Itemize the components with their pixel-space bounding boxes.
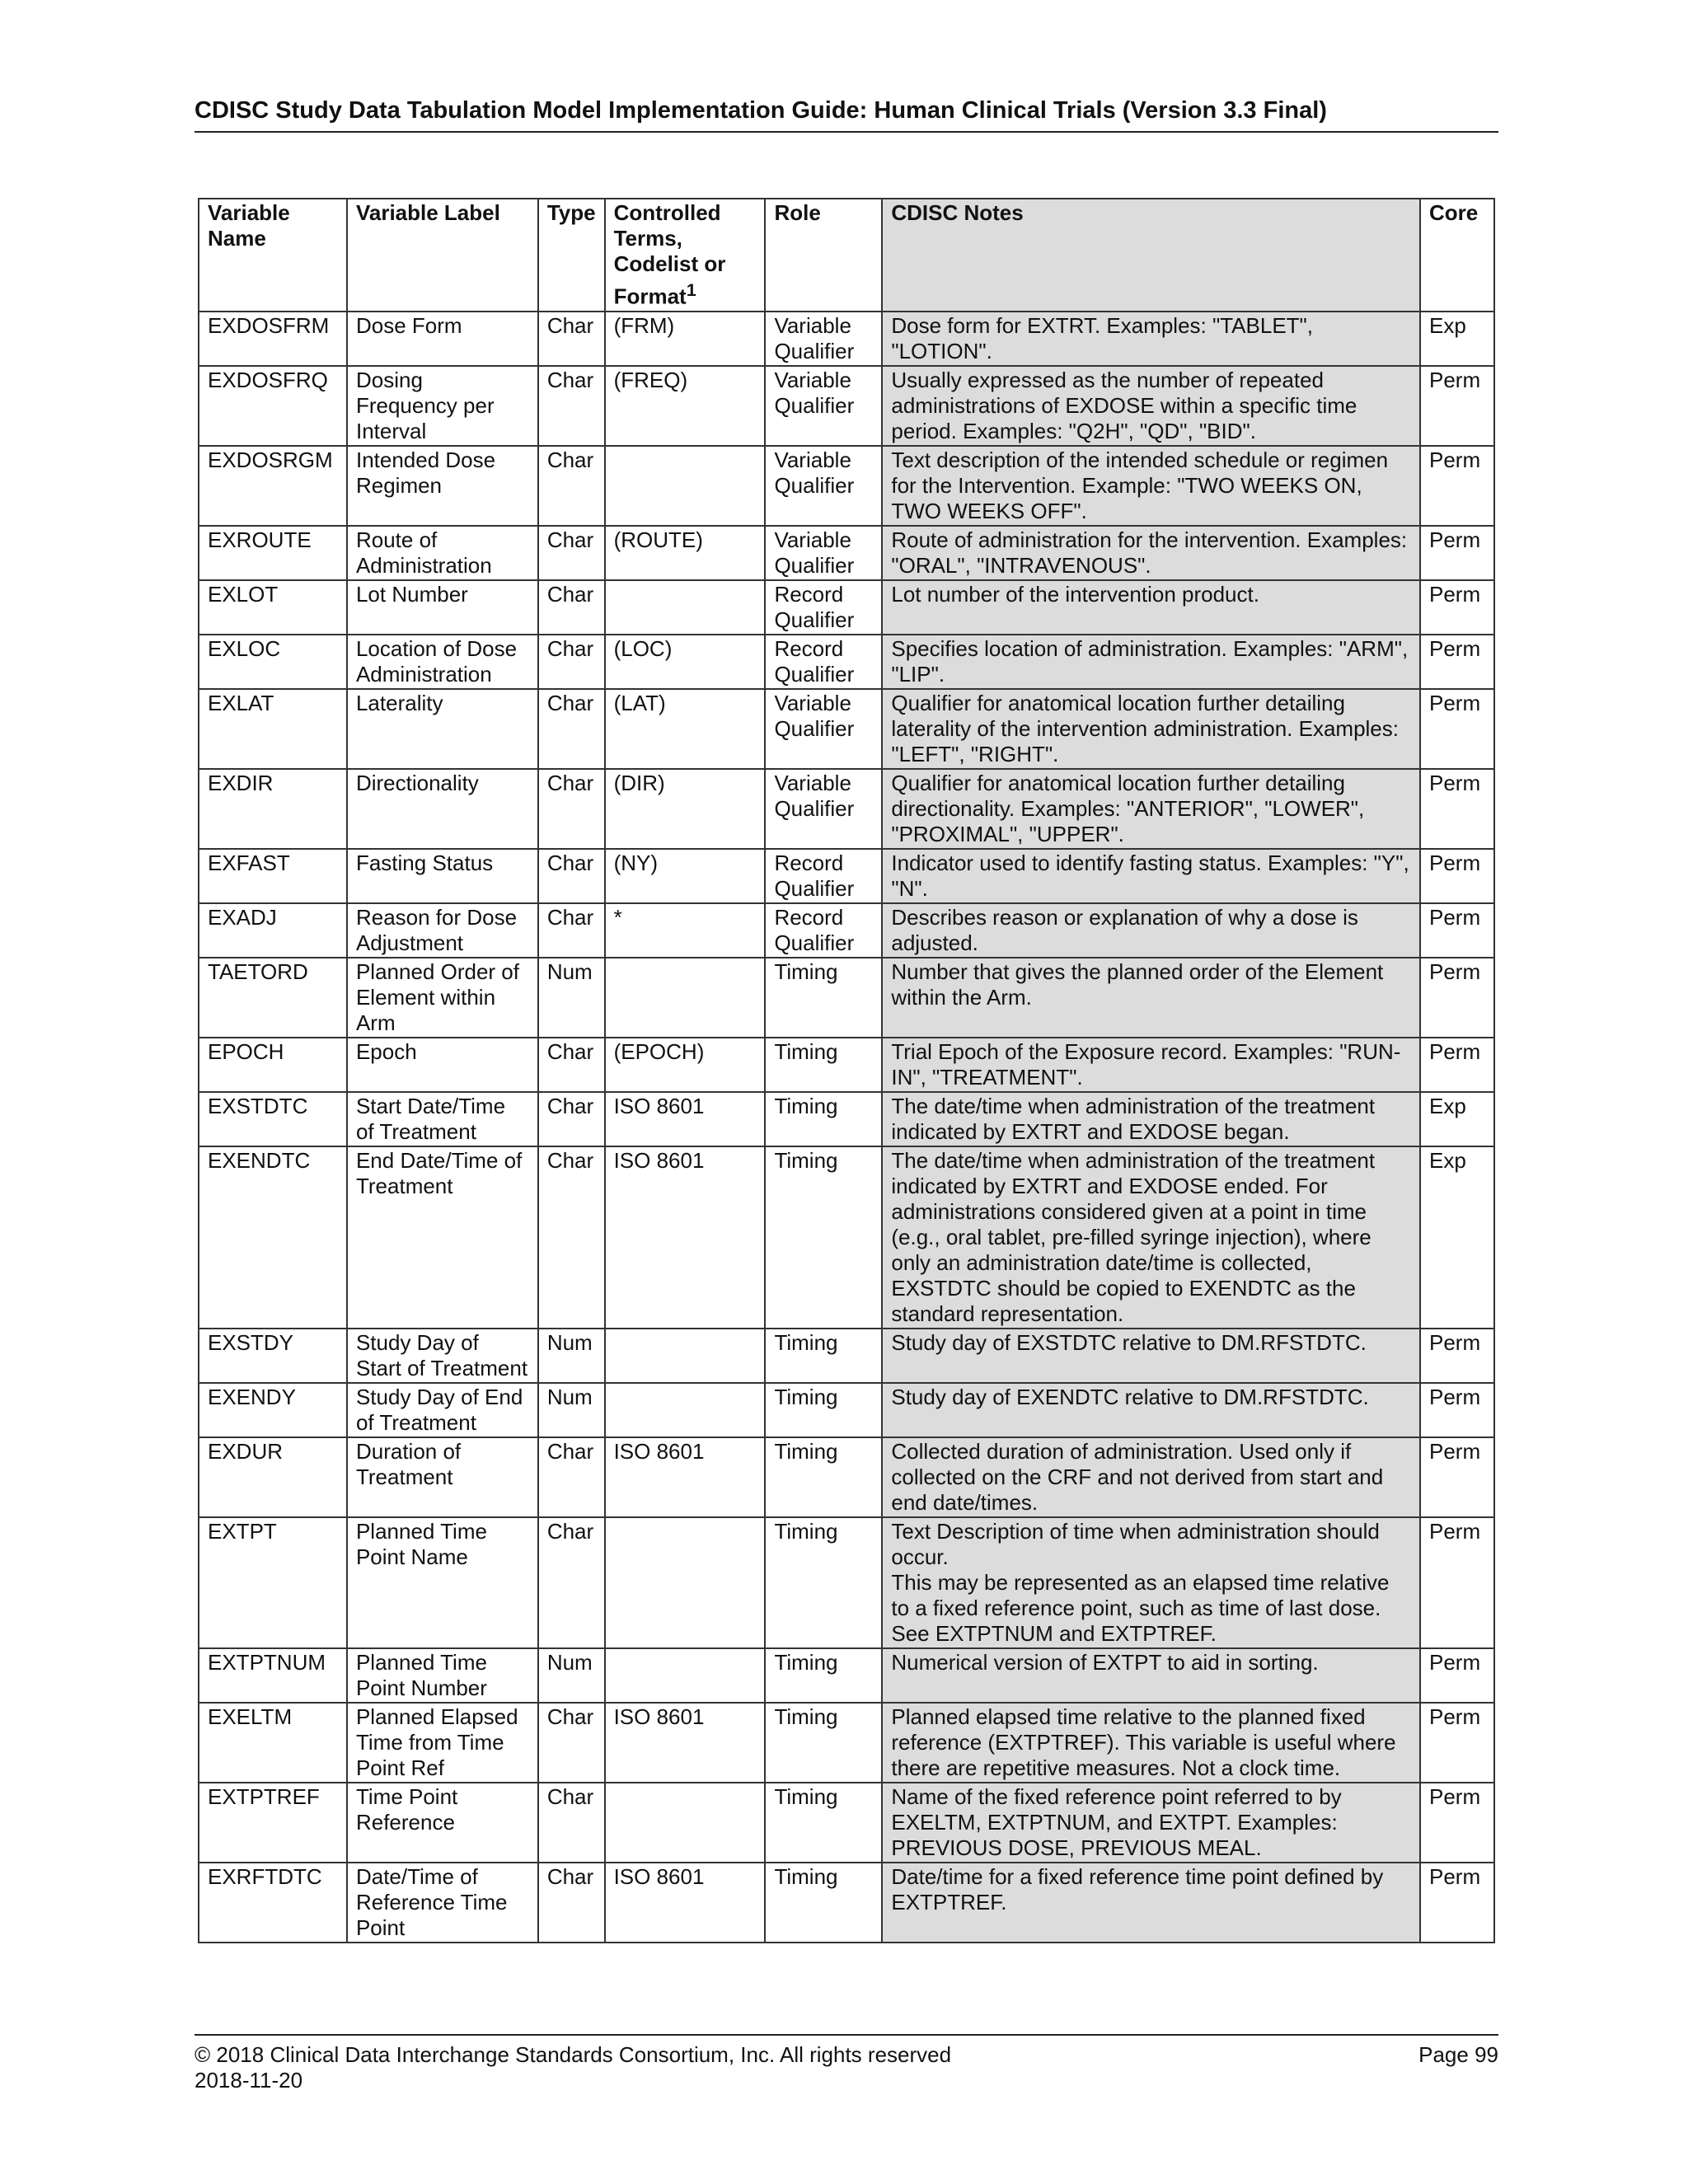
cell-variable-label: Route of Administration	[347, 526, 538, 580]
col-header-role: Role	[765, 199, 882, 312]
cell-core: Perm	[1420, 903, 1494, 958]
cell-type: Char	[538, 689, 605, 769]
cell-cdisc-notes: Specifies location of administration. Examples: "ARM", "LIP".	[882, 635, 1420, 689]
cell-controlled-terms	[605, 958, 766, 1038]
cell-variable-name: EXADJ	[199, 903, 347, 958]
cell-type: Char	[538, 903, 605, 958]
table-row	[199, 958, 1494, 1038]
cell-core: Exp	[1420, 312, 1494, 366]
cell-controlled-terms	[605, 1383, 766, 1437]
cell-variable-name: EXTPTNUM	[199, 1648, 347, 1703]
footnote-marker: 1	[686, 279, 696, 300]
cell-variable-label: Study Day of End of Treatment	[347, 1383, 538, 1437]
cell-variable-name: EXDOSFRQ	[199, 366, 347, 446]
cell-cdisc-notes: Numerical version of EXTPT to aid in sorting.	[882, 1648, 1420, 1703]
cell-core: Perm	[1420, 526, 1494, 580]
cell-controlled-terms: ISO 8601	[605, 1863, 766, 1943]
table-row	[199, 689, 1494, 769]
cell-controlled-terms	[605, 1648, 766, 1703]
cell-variable-label: Dose Form	[347, 312, 538, 366]
cell-controlled-terms: ISO 8601	[605, 1437, 766, 1517]
cell-variable-label: Study Day of Start of Treatment	[347, 1329, 538, 1383]
table-row	[199, 1648, 1494, 1703]
cell-role: Timing	[765, 1092, 882, 1146]
cell-variable-label: Laterality	[347, 689, 538, 769]
cell-type: Char	[538, 1092, 605, 1146]
cell-cdisc-notes: Qualifier for anatomical location further detailing directionality. Examples: "ANTERIOR", "LOWER", "PROXIMAL", "UPPER".	[882, 769, 1420, 849]
cell-cdisc-notes: Indicator used to identify fasting status. Examples: "Y", "N".	[882, 849, 1420, 903]
cell-variable-name: EXLOT	[199, 580, 347, 635]
cell-core: Perm	[1420, 366, 1494, 446]
cell-cdisc-notes: Study day of EXENDTC relative to DM.RFSTDTC.	[882, 1383, 1420, 1437]
cell-controlled-terms	[605, 1783, 766, 1863]
cell-role: Variable Qualifier	[765, 366, 882, 446]
cell-type: Char	[538, 446, 605, 526]
cell-variable-name: EXSTDTC	[199, 1092, 347, 1146]
cell-variable-name: EXSTDY	[199, 1329, 347, 1383]
cell-cdisc-notes: Collected duration of administration. Used only if collected on the CRF and not derived from start and end date/times.	[882, 1437, 1420, 1517]
cell-variable-name: EXDOSRGM	[199, 446, 347, 526]
cell-role: Variable Qualifier	[765, 312, 882, 366]
cell-controlled-terms: (NY)	[605, 849, 766, 903]
cell-role: Timing	[765, 1329, 882, 1383]
table-row	[199, 849, 1494, 903]
cell-variable-name: EXTPT	[199, 1517, 347, 1648]
page-header	[195, 97, 1498, 133]
cell-role: Timing	[765, 1648, 882, 1703]
cell-controlled-terms: (LAT)	[605, 689, 766, 769]
cell-core: Perm	[1420, 1863, 1494, 1943]
cell-core: Perm	[1420, 1038, 1494, 1092]
cell-type: Char	[538, 1863, 605, 1943]
cell-core: Perm	[1420, 849, 1494, 903]
cell-variable-name: EXDIR	[199, 769, 347, 849]
cell-controlled-terms	[605, 1329, 766, 1383]
cell-type: Char	[538, 1437, 605, 1517]
cell-controlled-terms: (ROUTE)	[605, 526, 766, 580]
cell-type: Char	[538, 1038, 605, 1092]
table-row	[199, 1329, 1494, 1383]
cell-core: Perm	[1420, 958, 1494, 1038]
col-header-variable-label: Variable Label	[347, 199, 538, 312]
cell-variable-name: EXLOC	[199, 635, 347, 689]
table-row	[199, 1517, 1494, 1648]
cell-core: Perm	[1420, 1329, 1494, 1383]
cell-controlled-terms: (FREQ)	[605, 366, 766, 446]
cell-core: Exp	[1420, 1092, 1494, 1146]
cell-type: Num	[538, 1329, 605, 1383]
cell-variable-label: Planned Elapsed Time from Time Point Ref	[347, 1703, 538, 1783]
cell-variable-label: Planned Time Point Name	[347, 1517, 538, 1648]
table-row	[199, 446, 1494, 526]
cell-core: Perm	[1420, 1703, 1494, 1783]
cell-role: Timing	[765, 1146, 882, 1329]
cell-controlled-terms: ISO 8601	[605, 1703, 766, 1783]
cell-controlled-terms	[605, 1517, 766, 1648]
table-row	[199, 312, 1494, 366]
cell-controlled-terms: ISO 8601	[605, 1146, 766, 1329]
table-row	[199, 526, 1494, 580]
cell-controlled-terms	[605, 580, 766, 635]
cell-controlled-terms: (EPOCH)	[605, 1038, 766, 1092]
cell-cdisc-notes: Number that gives the planned order of the Element within the Arm.	[882, 958, 1420, 1038]
cell-role: Timing	[765, 1703, 882, 1783]
cell-type: Char	[538, 635, 605, 689]
cell-cdisc-notes: Study day of EXSTDTC relative to DM.RFSTDTC.	[882, 1329, 1420, 1383]
cell-role: Record Qualifier	[765, 903, 882, 958]
cell-core: Perm	[1420, 769, 1494, 849]
cell-variable-label: Intended Dose Regimen	[347, 446, 538, 526]
cell-cdisc-notes: The date/time when administration of the treatment indicated by EXTRT and EXDOSE began.	[882, 1092, 1420, 1146]
cell-role: Record Qualifier	[765, 580, 882, 635]
cell-core: Perm	[1420, 689, 1494, 769]
cell-variable-label: Dosing Frequency per Interval	[347, 366, 538, 446]
page-number: Page 99	[1418, 2042, 1498, 2067]
cell-core: Perm	[1420, 1517, 1494, 1648]
col-header-controlled-terms-text: Controlled Terms, Codelist or Format	[613, 200, 726, 309]
cell-variable-label: Fasting Status	[347, 849, 538, 903]
cell-controlled-terms: ISO 8601	[605, 1092, 766, 1146]
cell-cdisc-notes: Dose form for EXTRT. Examples: "TABLET", "LOTION".	[882, 312, 1420, 366]
cell-variable-name: EPOCH	[199, 1038, 347, 1092]
cell-variable-label: Time Point Reference	[347, 1783, 538, 1863]
table-row	[199, 1146, 1494, 1329]
cell-variable-name: EXRFTDTC	[199, 1863, 347, 1943]
cell-role: Variable Qualifier	[765, 526, 882, 580]
cell-role: Timing	[765, 958, 882, 1038]
cell-cdisc-notes: Text Description of time when administration should occur. This may be represented as an elapsed time relative to a fixed reference point, such as time of last dose. See EXTPTNUM and EXTPTREF.	[882, 1517, 1420, 1648]
page-footer	[195, 2034, 1498, 2093]
cell-cdisc-notes: Planned elapsed time relative to the planned fixed reference (EXTPTREF). This variable is useful where there are repetitive measures. Not a clock time.	[882, 1703, 1420, 1783]
table-row	[199, 1092, 1494, 1146]
table-row	[199, 1863, 1494, 1943]
cell-variable-name: EXROUTE	[199, 526, 347, 580]
cell-core: Perm	[1420, 1648, 1494, 1703]
cell-variable-name: EXDOSFRM	[199, 312, 347, 366]
table-row	[199, 580, 1494, 635]
cell-core: Perm	[1420, 635, 1494, 689]
cell-role: Timing	[765, 1437, 882, 1517]
cell-type: Char	[538, 1703, 605, 1783]
cell-role: Timing	[765, 1783, 882, 1863]
cell-cdisc-notes: Name of the fixed reference point referred to by EXELTM, EXTPTNUM, and EXTPT. Examples: PREVIOUS DOSE, PREVIOUS MEAL.	[882, 1783, 1420, 1863]
cell-role: Timing	[765, 1863, 882, 1943]
cell-type: Num	[538, 1383, 605, 1437]
cell-variable-label: Epoch	[347, 1038, 538, 1092]
cell-type: Char	[538, 1783, 605, 1863]
cell-variable-name: EXLAT	[199, 689, 347, 769]
cell-variable-label: Duration of Treatment	[347, 1437, 538, 1517]
cell-type: Char	[538, 312, 605, 366]
cell-variable-name: EXDUR	[199, 1437, 347, 1517]
table-row	[199, 635, 1494, 689]
col-header-cdisc-notes: CDISC Notes	[882, 199, 1420, 312]
cell-variable-name: EXTPTREF	[199, 1783, 347, 1863]
cell-variable-label: Lot Number	[347, 580, 538, 635]
cell-core: Perm	[1420, 1437, 1494, 1517]
cell-type: Char	[538, 769, 605, 849]
cell-cdisc-notes: Route of administration for the intervention. Examples: "ORAL", "INTRAVENOUS".	[882, 526, 1420, 580]
cell-core: Perm	[1420, 1383, 1494, 1437]
cell-cdisc-notes: Date/time for a fixed reference time point defined by EXTPTREF.	[882, 1863, 1420, 1943]
table-row	[199, 1703, 1494, 1783]
cell-core: Perm	[1420, 446, 1494, 526]
cell-core: Perm	[1420, 580, 1494, 635]
cell-role: Variable Qualifier	[765, 446, 882, 526]
table-row	[199, 903, 1494, 958]
cell-role: Timing	[765, 1383, 882, 1437]
cell-type: Char	[538, 526, 605, 580]
cell-type: Char	[538, 1517, 605, 1648]
col-header-controlled-terms	[605, 199, 766, 312]
cell-role: Timing	[765, 1517, 882, 1648]
cell-type: Char	[538, 849, 605, 903]
table-row	[199, 1383, 1494, 1437]
table-header-row	[199, 199, 1494, 312]
cell-type: Num	[538, 958, 605, 1038]
table-body	[199, 312, 1494, 1943]
table-row	[199, 1783, 1494, 1863]
cell-core: Exp	[1420, 1146, 1494, 1329]
cell-type: Char	[538, 580, 605, 635]
copyright-text: © 2018 Clinical Data Interchange Standards Consortium, Inc. All rights reserved	[195, 2042, 952, 2067]
cell-controlled-terms: (FRM)	[605, 312, 766, 366]
cell-variable-label: End Date/Time of Treatment	[347, 1146, 538, 1329]
cell-variable-label: Location of Dose Administration	[347, 635, 538, 689]
cell-variable-name: EXENDY	[199, 1383, 347, 1437]
cell-type: Num	[538, 1648, 605, 1703]
cell-variable-label: Planned Time Point Number	[347, 1648, 538, 1703]
col-header-type: Type	[538, 199, 605, 312]
cell-cdisc-notes: Text description of the intended schedule or regimen for the Intervention. Example: "TWO WEEKS ON, TWO WEEKS OFF".	[882, 446, 1420, 526]
cell-variable-label: Directionality	[347, 769, 538, 849]
cell-cdisc-notes: Qualifier for anatomical location further detailing laterality of the intervention administration. Examples: "LEFT", "RIGHT".	[882, 689, 1420, 769]
cell-variable-label: Date/Time of Reference Time Point	[347, 1863, 538, 1943]
cell-role: Variable Qualifier	[765, 769, 882, 849]
cell-variable-label: Reason for Dose Adjustment	[347, 903, 538, 958]
cell-controlled-terms	[605, 446, 766, 526]
cell-type: Char	[538, 1146, 605, 1329]
document-title: CDISC Study Data Tabulation Model Implementation Guide: Human Clinical Trials (Version 3.3 Final)	[195, 97, 1327, 124]
cell-role: Record Qualifier	[765, 849, 882, 903]
cell-type: Char	[538, 366, 605, 446]
cell-role: Variable Qualifier	[765, 689, 882, 769]
cell-variable-name: EXFAST	[199, 849, 347, 903]
col-header-variable-name: Variable Name	[199, 199, 347, 312]
cell-controlled-terms: *	[605, 903, 766, 958]
table-row	[199, 1038, 1494, 1092]
cell-variable-name: EXELTM	[199, 1703, 347, 1783]
cell-variable-name: EXENDTC	[199, 1146, 347, 1329]
cell-cdisc-notes: Describes reason or explanation of why a dose is adjusted.	[882, 903, 1420, 958]
cell-variable-label: Planned Order of Element within Arm	[347, 958, 538, 1038]
cell-controlled-terms: (LOC)	[605, 635, 766, 689]
table-row	[199, 366, 1494, 446]
cell-core: Perm	[1420, 1783, 1494, 1863]
cell-role: Timing	[765, 1038, 882, 1092]
cell-cdisc-notes: The date/time when administration of the treatment indicated by EXTRT and EXDOSE ended. For administrations considered given at a point in time (e.g., oral tablet, pre-filled syringe injection), where only an administration date/time is collected, EXSTDTC should be copied to EXENDTC as the standard representation.	[882, 1146, 1420, 1329]
cell-cdisc-notes: Usually expressed as the number of repeated administrations of EXDOSE within a specific time period. Examples: "Q2H", "QD", "BID".	[882, 366, 1420, 446]
cell-variable-name: TAETORD	[199, 958, 347, 1038]
variable-spec-table	[198, 198, 1495, 1943]
cell-cdisc-notes: Trial Epoch of the Exposure record. Examples: "RUN-IN", "TREATMENT".	[882, 1038, 1420, 1092]
cell-cdisc-notes: Lot number of the intervention product.	[882, 580, 1420, 635]
table-row	[199, 1437, 1494, 1517]
col-header-core: Core	[1420, 199, 1494, 312]
publication-date: 2018-11-20	[195, 2068, 303, 2093]
table-row	[199, 769, 1494, 849]
cell-variable-label: Start Date/Time of Treatment	[347, 1092, 538, 1146]
cell-controlled-terms: (DIR)	[605, 769, 766, 849]
cell-role: Record Qualifier	[765, 635, 882, 689]
